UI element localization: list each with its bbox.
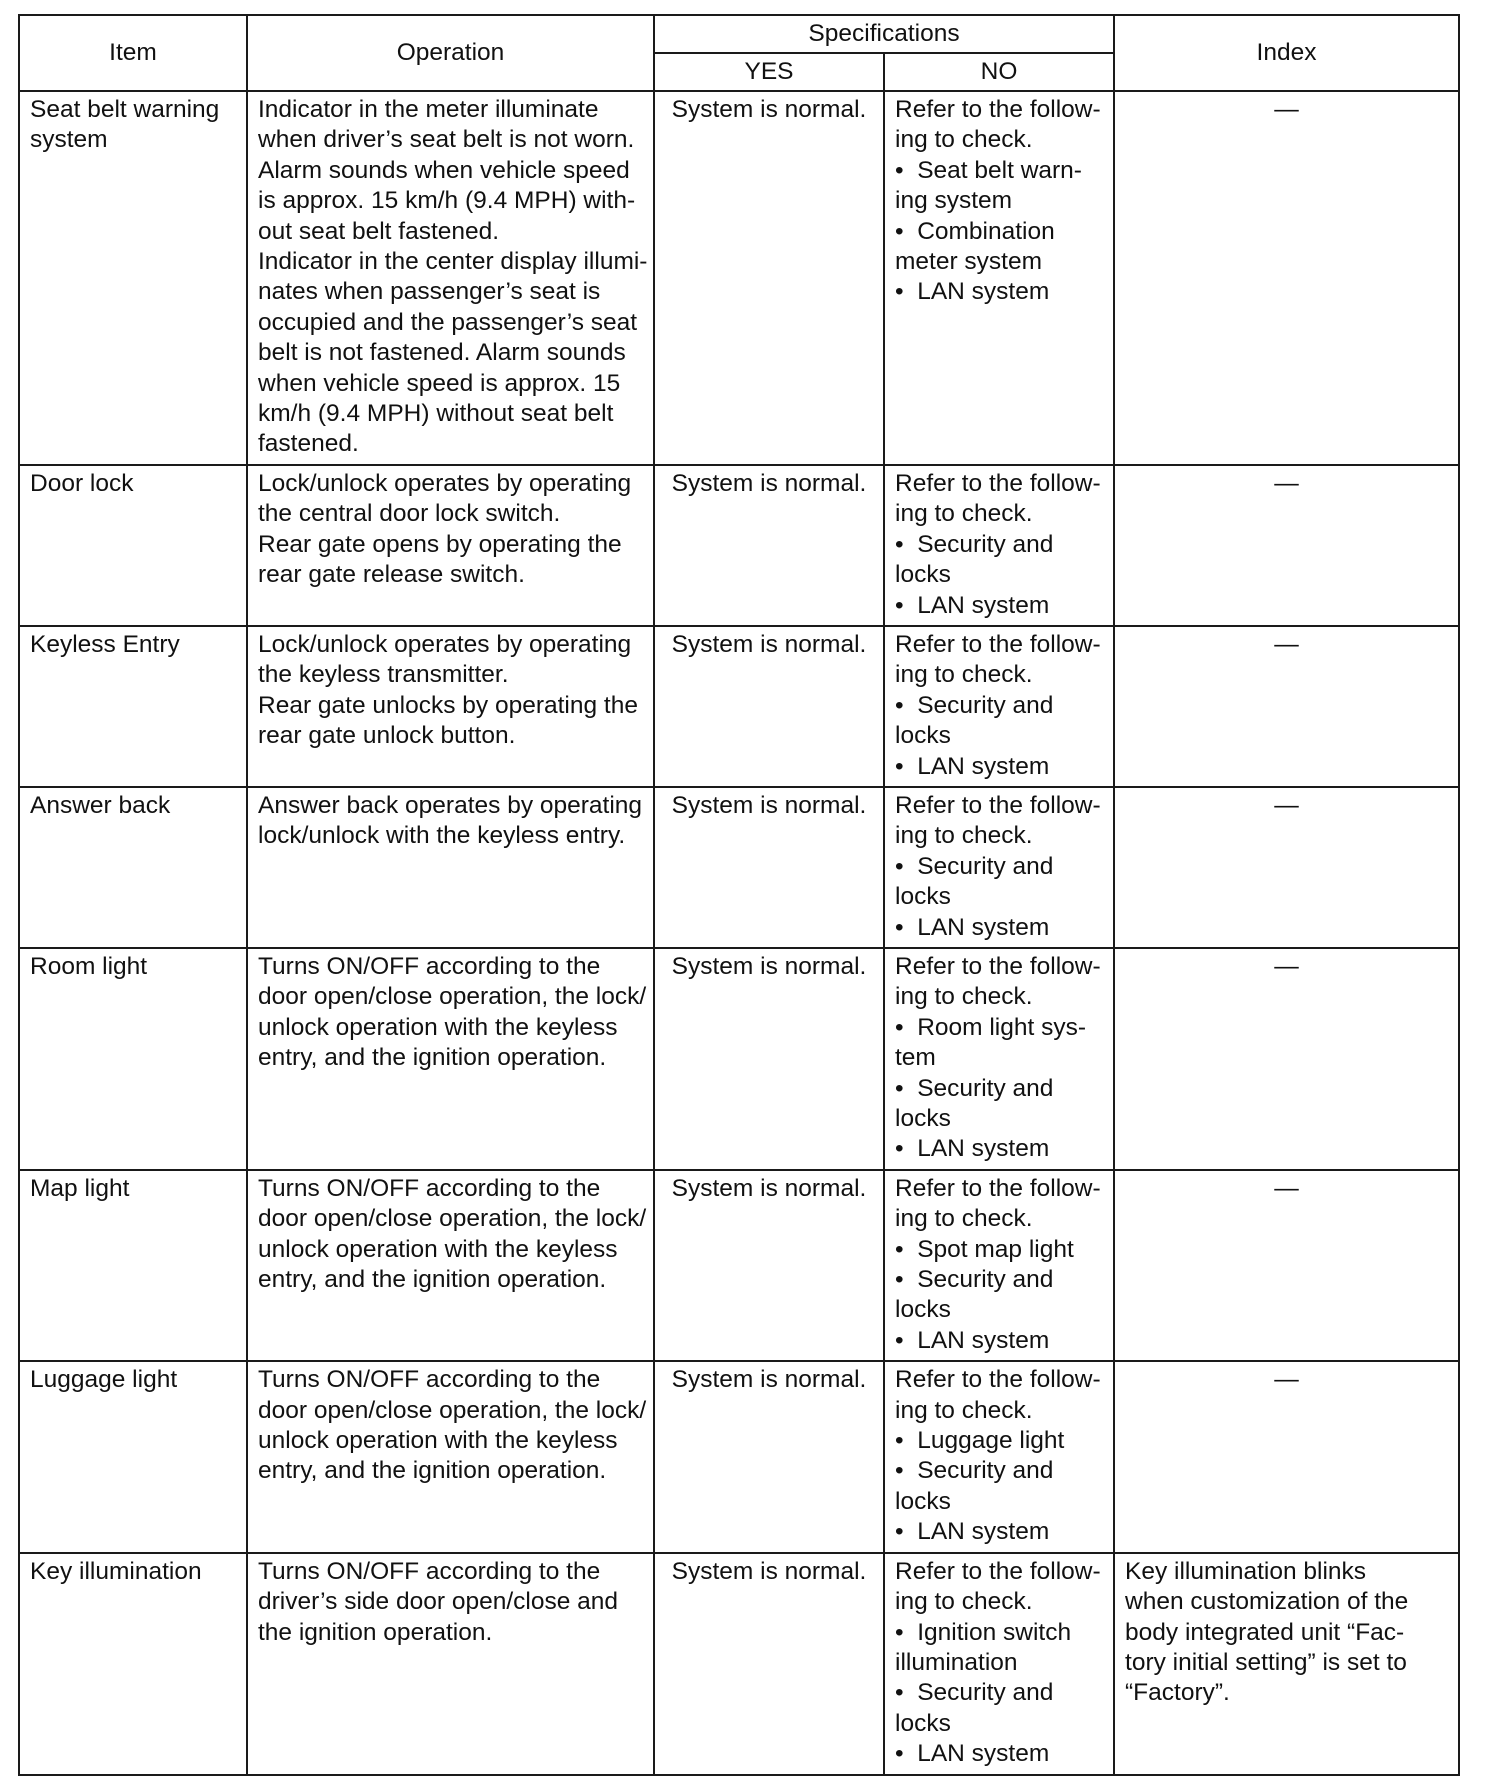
item-line: Key illumination: [30, 1557, 202, 1585]
item-line: Room light: [30, 952, 148, 980]
cell-yes: System is normal.: [654, 787, 884, 948]
item-line: Luggage light: [30, 1366, 178, 1394]
operation-line: Answer back operates by operating: [258, 791, 643, 819]
item-line: Answer back: [30, 791, 171, 819]
no-line: • LAN system: [895, 1518, 1050, 1546]
index-dash: —: [1274, 630, 1299, 658]
header-no: NO: [884, 53, 1114, 91]
operation-line: Rear gate unlocks by operating the: [258, 691, 638, 719]
operation-line: Turns ON/OFF according to the: [258, 1366, 601, 1394]
operation-line: Turns ON/OFF according to the: [258, 1557, 601, 1585]
operation-line: unlock operation with the keyless: [258, 1013, 618, 1041]
no-line: locks: [895, 883, 951, 911]
no-line: • Security and: [895, 852, 1054, 880]
no-line: • Security and: [895, 1679, 1054, 1707]
operation-line: occupied and the passenger’s seat: [258, 308, 638, 336]
no-line: ing to check.: [895, 1588, 1033, 1616]
index-line: tory initial setting” is set to: [1125, 1648, 1407, 1676]
no-line: ing to check.: [895, 1396, 1033, 1424]
operation-line: door open/close operation, the lock/: [258, 1205, 647, 1233]
no-line: • Security and: [895, 1074, 1054, 1102]
header-yes: YES: [654, 53, 884, 91]
cell-item: [19, 1361, 247, 1552]
cell-yes: System is normal.: [654, 465, 884, 626]
cell-no: [884, 787, 1114, 948]
no-line: Refer to the follow-: [895, 96, 1101, 123]
table-body: [19, 91, 1459, 1775]
cell-no: [884, 1170, 1114, 1361]
operation-line: lock/unlock with the keyless entry.: [258, 822, 626, 850]
no-line: Refer to the follow-: [895, 1557, 1101, 1585]
no-line: ing to check.: [895, 1205, 1033, 1233]
table-row: [19, 91, 1459, 465]
no-line: • Seat belt warn-: [895, 156, 1082, 184]
no-line: • Security and: [895, 530, 1054, 558]
operation-line: entry, and the ignition operation.: [258, 1266, 607, 1294]
header-specifications: Specifications: [654, 15, 1114, 53]
cell-yes: System is normal.: [654, 91, 884, 465]
no-line: • LAN system: [895, 278, 1050, 306]
no-line: locks: [895, 1709, 951, 1737]
cell-item: [19, 948, 247, 1170]
table-row: [19, 1553, 1459, 1775]
cell-item: [19, 626, 247, 787]
cell-operation: [247, 948, 654, 1170]
no-line: • Luggage light: [895, 1427, 1065, 1455]
cell-item: [19, 787, 247, 948]
table-row: [19, 1361, 1459, 1552]
cell-yes: System is normal.: [654, 626, 884, 787]
cell-yes: System is normal.: [654, 948, 884, 1170]
cell-operation: [247, 1361, 654, 1552]
operation-line: fastened.: [258, 430, 359, 458]
index-dash: —: [1274, 1366, 1299, 1394]
operation-line: Indicator in the meter illuminate: [258, 96, 599, 123]
cell-no: [884, 626, 1114, 787]
cell-operation: [247, 91, 654, 465]
cell-index: [1114, 787, 1459, 948]
operation-line: out seat belt fastened.: [258, 217, 500, 245]
cell-index: [1114, 1553, 1459, 1775]
no-line: • Security and: [895, 1457, 1054, 1485]
operation-line: driver’s side door open/close and: [258, 1588, 619, 1616]
specifications-table: [18, 14, 1460, 1776]
cell-operation: [247, 465, 654, 626]
operation-line: Indicator in the center display illumi-: [258, 248, 648, 276]
cell-item: [19, 1553, 247, 1775]
header-operation: Operation: [247, 15, 654, 91]
index-line: Key illumination blinks: [1125, 1557, 1367, 1585]
index-dash: —: [1274, 469, 1299, 497]
operation-line: Rear gate opens by operating the: [258, 530, 622, 558]
item-line: Door lock: [30, 469, 134, 497]
index-dash: —: [1274, 1174, 1299, 1202]
operation-line: the central door lock switch.: [258, 500, 561, 528]
no-line: locks: [895, 561, 951, 589]
cell-index: [1114, 948, 1459, 1170]
cell-item: [19, 465, 247, 626]
no-line: meter system: [895, 248, 1043, 276]
operation-line: entry, and the ignition operation.: [258, 1044, 607, 1072]
cell-operation: [247, 1170, 654, 1361]
item-line: Seat belt warning: [30, 96, 220, 123]
operation-line: is approx. 15 km/h (9.4 MPH) with-: [258, 187, 636, 215]
cell-yes: System is normal.: [654, 1361, 884, 1552]
index-line: “Factory”.: [1125, 1679, 1230, 1707]
header-item: Item: [19, 15, 247, 91]
cell-operation: [247, 1553, 654, 1775]
cell-index: [1114, 1170, 1459, 1361]
index-dash: —: [1274, 791, 1299, 819]
cell-index: [1114, 626, 1459, 787]
cell-operation: [247, 787, 654, 948]
no-line: locks: [895, 722, 951, 750]
no-line: ing to check.: [895, 661, 1033, 689]
cell-operation: [247, 626, 654, 787]
item-line: system: [30, 126, 108, 154]
no-line: ing to check.: [895, 983, 1033, 1011]
operation-line: rear gate unlock button.: [258, 722, 516, 750]
operation-line: rear gate release switch.: [258, 561, 525, 589]
operation-line: km/h (9.4 MPH) without seat belt: [258, 400, 614, 428]
no-line: • Spot map light: [895, 1235, 1074, 1263]
index-line: when customization of the: [1125, 1588, 1409, 1616]
operation-line: Turns ON/OFF according to the: [258, 952, 601, 980]
cell-index: [1114, 1361, 1459, 1552]
no-line: locks: [895, 1105, 951, 1132]
cell-no: [884, 1361, 1114, 1552]
no-line: ing to check.: [895, 500, 1033, 528]
no-line: ing system: [895, 187, 1013, 215]
no-line: • LAN system: [895, 591, 1050, 619]
index-dash: —: [1274, 952, 1299, 980]
operation-line: when vehicle speed is approx. 15: [258, 369, 621, 397]
no-line: • Security and: [895, 1266, 1054, 1294]
item-line: Map light: [30, 1174, 130, 1202]
header-index: Index: [1114, 15, 1459, 91]
item-line: Keyless Entry: [30, 630, 180, 658]
operation-line: Turns ON/OFF according to the: [258, 1174, 601, 1202]
index-line: body integrated unit “Fac-: [1125, 1618, 1405, 1646]
no-line: Refer to the follow-: [895, 791, 1101, 819]
cell-no: [884, 1553, 1114, 1775]
no-line: ing to check.: [895, 126, 1033, 154]
no-line: • LAN system: [895, 913, 1050, 941]
cell-no: [884, 465, 1114, 626]
cell-no: [884, 948, 1114, 1170]
table-row: [19, 465, 1459, 626]
no-line: • LAN system: [895, 752, 1050, 780]
operation-line: unlock operation with the keyless: [258, 1427, 618, 1455]
operation-line: belt is not fastened. Alarm sounds: [258, 339, 626, 367]
operation-line: when driver’s seat belt is not worn.: [258, 126, 635, 154]
table-row: [19, 1170, 1459, 1361]
operation-line: Alarm sounds when vehicle speed: [258, 156, 630, 184]
cell-no: [884, 91, 1114, 465]
no-line: • LAN system: [895, 1135, 1050, 1163]
cell-item: [19, 91, 247, 465]
no-line: • Security and: [895, 691, 1054, 719]
no-line: • Combination: [895, 217, 1055, 245]
no-line: locks: [895, 1296, 951, 1324]
no-line: illumination: [895, 1648, 1018, 1676]
no-line: ing to check.: [895, 822, 1033, 850]
table-row: [19, 787, 1459, 948]
cell-index: [1114, 465, 1459, 626]
no-line: Refer to the follow-: [895, 630, 1101, 658]
table-row: [19, 948, 1459, 1170]
no-line: Refer to the follow-: [895, 952, 1101, 980]
operation-line: the keyless transmitter.: [258, 661, 509, 689]
operation-line: Lock/unlock operates by operating: [258, 630, 632, 658]
operation-line: unlock operation with the keyless: [258, 1235, 618, 1263]
cell-item: [19, 1170, 247, 1361]
no-line: tem: [895, 1044, 936, 1072]
no-line: Refer to the follow-: [895, 1366, 1101, 1394]
operation-line: door open/close operation, the lock/: [258, 1396, 647, 1424]
cell-index: [1114, 91, 1459, 465]
no-line: • LAN system: [895, 1740, 1050, 1768]
operation-line: door open/close operation, the lock/: [258, 983, 647, 1011]
spec-table-sheet: [18, 14, 1458, 1776]
operation-line: Lock/unlock operates by operating: [258, 469, 632, 497]
no-line: • Room light sys-: [895, 1013, 1087, 1041]
no-line: Refer to the follow-: [895, 469, 1101, 497]
no-line: Refer to the follow-: [895, 1174, 1101, 1202]
no-line: • Ignition switch: [895, 1618, 1072, 1646]
cell-yes: System is normal.: [654, 1170, 884, 1361]
index-dash: —: [1274, 96, 1299, 123]
cell-yes: System is normal.: [654, 1553, 884, 1775]
operation-line: nates when passenger’s seat is: [258, 278, 601, 306]
operation-line: entry, and the ignition operation.: [258, 1457, 607, 1485]
no-line: • LAN system: [895, 1326, 1050, 1354]
operation-line: the ignition operation.: [258, 1618, 493, 1646]
no-line: locks: [895, 1487, 951, 1515]
table-row: [19, 626, 1459, 787]
